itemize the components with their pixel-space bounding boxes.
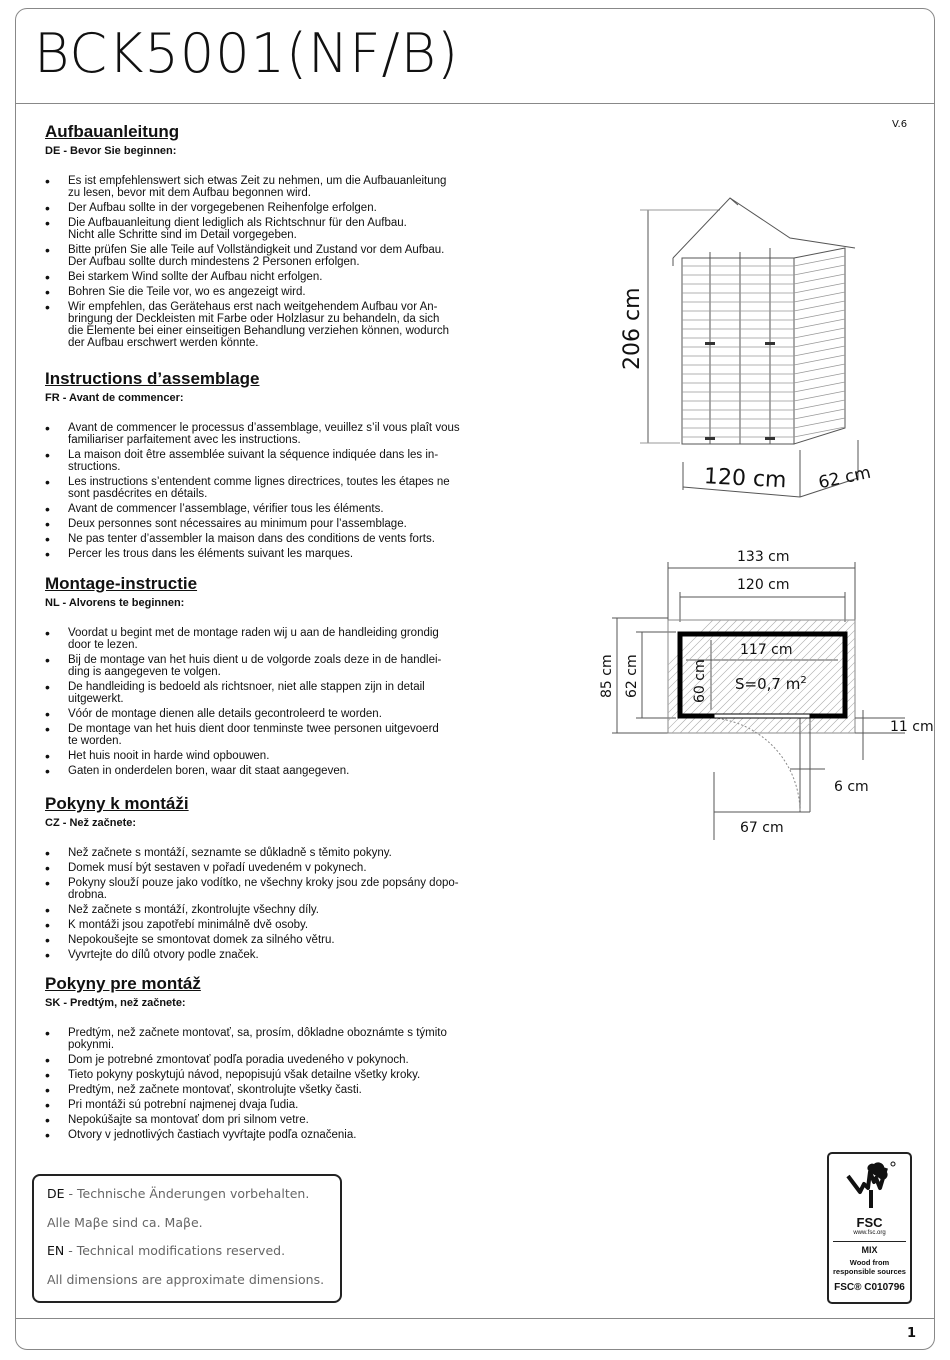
shed-plank-line [794, 310, 845, 320]
fsc-label [827, 1152, 912, 1304]
list-item: • Bitte prüfen Sie alle Teile auf Vollständigkeit und Zustand vor dem Aufbau. Der Aufbau sollte durch mindestens 2 Personen erfolgen. [45, 244, 485, 268]
fsc-code: FSC® C010796 [834, 1282, 905, 1293]
fsc-logo-text: FSC [856, 1215, 883, 1230]
hatch-line [896, 620, 935, 733]
note-en-dimensions: All dimensions are approximate dimensions. [47, 1272, 325, 1287]
document-title: BCK5001(NF/B) [34, 22, 460, 85]
plan-outer-depth-label: 85 cm [599, 654, 615, 698]
shed-plank-line [794, 382, 845, 392]
page-number: 1 [907, 1326, 917, 1341]
section-subheading: DE - Bevor Sie beginnen: [45, 145, 177, 157]
list-item: • Avant de commencer le processus d’assemblage, veuillez s’il vous plaît vous familiariser parfaitement avec les instructions. [45, 422, 485, 446]
list-item: • De handleiding is bedoeld als richtsnoer, niet alle stappen zijn in detail uitgewerkt. [45, 681, 485, 705]
section-sk [45, 974, 485, 1144]
list-item: • Es ist empfehlenswert sich etwas Zeit zu nehmen, um die Aufbauanleitung zu lesen, bevor mit dem Aufbau begonnen wird. [45, 175, 485, 199]
list-item: • Predtým, než začnete montovať, skontrolujte všetky časti. [45, 1084, 485, 1096]
section-heading: Aufbauanleitung [45, 122, 180, 141]
section-nl [45, 574, 485, 780]
list-item: • De montage van het huis dient door tenminste twee personen uitgevoerd te worden. [45, 723, 485, 747]
plan-width-label: 120 cm [737, 577, 790, 593]
list-item: • Nepokoušejte se smontovat domek za silného větru. [45, 934, 485, 946]
note-de-dimensions: Alle Maβe sind ca. Maβe. [47, 1215, 203, 1230]
list-item: • Der Aufbau sollte in der vorgegebenen Reihenfolge erfolgen. [45, 202, 485, 214]
shed-plank-line [794, 301, 845, 311]
list-item: • Otvory v jednotlivých častiach vyvŕtajte podľa označenia. [45, 1129, 485, 1141]
list-item: • Dom je potrebné zmontovať podľa poradia uvedeného v pokynoch. [45, 1054, 485, 1066]
list-item: • Predtým, než začnete montovať, sa, prosím, dôkladne oboznámte s týmito pokynmi. [45, 1027, 485, 1051]
plan-post-label: 6 cm [834, 779, 869, 795]
shed-height-label: 206 cm [620, 287, 645, 370]
shed-plank-line [794, 346, 845, 356]
list-item: • Pri montáži sú potrební najmenej dvaja ľudia. [45, 1099, 485, 1111]
section-heading: Pokyny pre montáž [45, 974, 201, 993]
list-item: • Bij de montage van het huis dient u de volgorde zoals deze in de handlei- ding is aangegeven te volgen. [45, 654, 485, 678]
plan-overhang-label: 11 cm [890, 719, 934, 735]
list-item: • K montáži jsou zapotřebí minimálně dvě osoby. [45, 919, 485, 931]
list-item: • Bohren Sie die Teile vor, wo es angezeigt wird. [45, 286, 485, 298]
list-item: • Die Aufbauanleitung dient lediglich als Richtschnur für den Aufbau. Nicht alle Schritte sind im Detail vorgegeben. [45, 217, 485, 241]
instruction-list [45, 175, 485, 349]
list-item: • Nepokúšajte sa montovať dom pri silnom vetre. [45, 1114, 485, 1126]
list-item: • Domek musí být sestaven v pořadí uvedeném v pokynech. [45, 862, 485, 874]
instruction-list [45, 422, 485, 560]
version-label: V.6 [892, 119, 908, 130]
plan-area-label [735, 675, 807, 693]
note-en-modifications [47, 1243, 285, 1258]
note-text: - Technische Änderungen vorbehalten. [64, 1186, 310, 1201]
shed-plank-line [794, 256, 845, 266]
list-item: • Voordat u begint met de montage raden wij u aan de handleiding grondig door te lezen. [45, 627, 485, 651]
area-unit-exponent: 2 [800, 675, 807, 686]
floor-plan [580, 540, 935, 850]
shed-drawing [600, 190, 900, 510]
list-item: • Wir empfehlen, das Gerätehaus erst nach weitgehendem Aufbau vor An- bringung der Deckleisten mit Farbe oder Holzlasur zu behandeln, da sich die Elemente bei einer einseitigen Behandlung verziehen können, wodurch der Aufbau erschwert werden könnte. [45, 301, 485, 349]
note-text: - Technical modifications reserved. [64, 1243, 286, 1258]
fsc-desc-2: responsible sources [833, 1267, 906, 1276]
shed-plank-line [794, 355, 845, 365]
hatch-line [880, 620, 935, 733]
shed-width-label: 120 cm [703, 464, 788, 494]
section-de [45, 122, 485, 352]
plan-door-label: 67 cm [740, 820, 784, 836]
section-heading: Instructions d’assemblage [45, 369, 260, 388]
list-item: • Percer les trous dans les éléments suivant les marques. [45, 548, 485, 560]
instruction-list [45, 1027, 485, 1141]
shed-depth-label: 62 cm [816, 462, 873, 494]
list-item: • Bei starkem Wind sollte der Aufbau nicht erfolgen. [45, 271, 485, 283]
plan-inner-width-label: 117 cm [740, 642, 793, 658]
area-value: S=0,7 m [735, 675, 801, 693]
section-heading: Montage-instructie [45, 574, 198, 593]
shed-plank-line [794, 364, 845, 374]
shed-plank-line [794, 337, 845, 347]
list-item: • Ne pas tenter d’assembler la maison dans des conditions de vents forts. [45, 533, 485, 545]
list-item: • Pokyny slouží pouze jako vodítko, ne všechny kroky jsou zde popsány dopo- drobna. [45, 877, 485, 901]
footer-divider [16, 1318, 934, 1319]
list-item: • Než začnete s montáží, zkontrolujte všechny díly. [45, 904, 485, 916]
shed-plank-line [794, 274, 845, 284]
list-item: • Het huis nooit in harde wind opbouwen. [45, 750, 485, 762]
instruction-list [45, 627, 485, 777]
list-item: • Les instructions s’entendent comme lignes directrices, toutes les étapes ne sont pasdécrites en détails. [45, 476, 485, 500]
instruction-list [45, 847, 485, 961]
list-item: • Deux personnes sont nécessaires au minimum pour l’assemblage. [45, 518, 485, 530]
list-item: • La maison doit être assemblée suivant la séquence indiquée dans les in- structions. [45, 449, 485, 473]
section-subheading: CZ - Než začnete: [45, 817, 137, 829]
shed-plank-line [794, 373, 845, 383]
section-subheading: SK - Predtým, než začnete: [45, 997, 186, 1009]
shed-plank-line [794, 418, 845, 428]
hatch-line [856, 620, 935, 733]
shed-plank-line [794, 265, 845, 275]
notes-box [32, 1174, 342, 1303]
shed-plank-line [794, 400, 845, 410]
hatch-line [888, 620, 935, 733]
header-divider [16, 103, 934, 104]
plan-outer-width-label: 133 cm [737, 549, 790, 565]
shed-plank-line [794, 292, 845, 302]
section-cz [45, 794, 485, 964]
shed-plank-line [794, 409, 845, 419]
section-subheading: NL - Alvorens te beginnen: [45, 597, 185, 609]
plan-inner-depth-label: 60 cm [692, 659, 708, 703]
fsc-desc-1: Wood from [849, 1258, 890, 1267]
shed-plank-line [794, 319, 845, 329]
list-item: • Avant de commencer l’assemblage, vérifier tous les éléments. [45, 503, 485, 515]
plan-depth-label: 62 cm [624, 654, 640, 698]
list-item: • Než začnete s montáží, seznamte se důkladně s těmito pokyny. [45, 847, 485, 859]
section-fr [45, 369, 485, 563]
fsc-url: www.fsc.org [853, 1230, 886, 1236]
section-heading: Pokyny k montáži [45, 794, 189, 813]
hatch-line [864, 620, 935, 733]
hatch-line [840, 620, 935, 733]
note-code-en: EN [47, 1243, 65, 1258]
note-code-de: DE [47, 1186, 65, 1201]
list-item: • Vyvrtejte do dílů otvory podle značek. [45, 949, 485, 961]
shed-plank-line [794, 391, 845, 401]
note-de-modifications [47, 1186, 309, 1201]
section-subheading: FR - Avant de commencer: [45, 392, 184, 404]
hatch-line [872, 620, 935, 733]
fsc-mix: MIX [861, 1245, 878, 1255]
shed-plank-line [794, 283, 845, 293]
list-item: • Tieto pokyny poskytujú návod, nepopisujú však detailne všetky kroky. [45, 1069, 485, 1081]
list-item: • Gaten in onderdelen boren, waar dit staat aangegeven. [45, 765, 485, 777]
fsc-tree-icon [840, 1158, 900, 1212]
hatch-line [848, 620, 935, 733]
list-item: • Vóór de montage dienen alle details gecontroleerd te worden. [45, 708, 485, 720]
shed-plank-line [794, 328, 845, 338]
